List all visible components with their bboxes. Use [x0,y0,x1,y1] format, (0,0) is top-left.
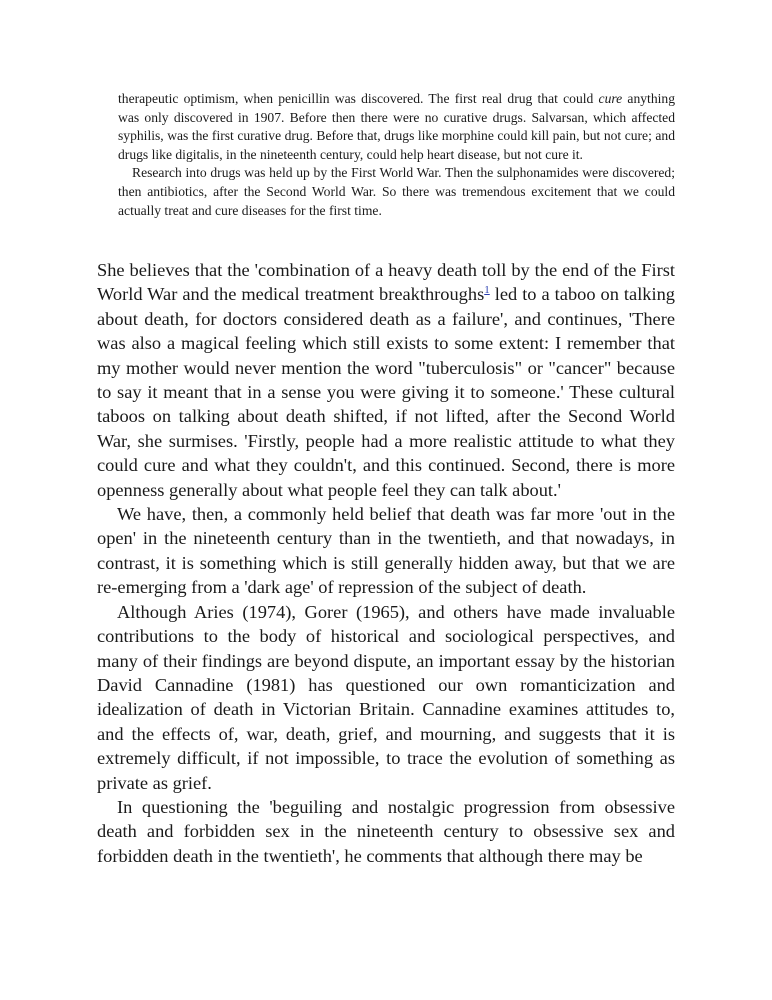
quote-emphasis-cure: cure [598,91,623,106]
body-paragraph-3: Although Aries (1974), Gorer (1965), and others have made invaluable contributions to the body of historical and sociological perspectives, and many of their findings are beyond dispute, an important essay by the historian David Cannadine (1981) has questioned our own romanticization and idealization of death in Victorian Britain. Cannadine examines attitudes to, and the effects of, war, death, grief, and mourning, and suggests that it is extremely difficult, if not impossible, to trace the evolution of something as private as grief. [97,601,675,793]
body-paragraph-2: We have, then, a commonly held belief that death was far more 'out in the open' in the nineteenth century than in the twentieth, and that nowadays, in contrast, it is something which is still generally hidden away, but that we are re-emerging from a 'dark age' of repression of the subject of death. [97,504,675,598]
body-paragraph-1 [97,258,675,502]
body-paragraph-1-text-a: She believes that the 'combination of a heavy death toll by the end of the First World War and the medical treatment breakthroughs [97,260,675,305]
quote-paragraph-1-text-a: therapeutic optimism, when penicillin was discovered. The first real drug that could [118,91,599,106]
footnote-link-1[interactable]: 1 [484,284,490,297]
quote-paragraph-1 [118,90,675,164]
body-text [97,258,675,868]
quote-paragraph-1-text-b: anything was only discovered in 1907. Before then there were no curative drugs. Salvarsan, which affected syphilis, was the first curative drug. Before that, drugs like morphine could kill pain, but not cure; and drugs like digitalis, in the nineteenth century, could help heart disease, but not cure it. [118,91,675,162]
body-paragraph-1-text-b: led to a taboo on talking about death, for doctors considered death as a failure', and continues, 'There was also a magical feeling which still exists to some extent: I remember that my mother would never mention the word "tuberculosis" or "cancer" because to say it meant that in a sense you were giving it to someone.' These cultural taboos on talking about death shifted, if not lifted, after the Second World War, she surmises. 'Firstly, people had a more realistic attitude to what they could cure and what they couldn't, and this continued. Second, there is more openness generally about what people feel they can talk about.' [97,284,675,500]
quote-paragraph-2: Research into drugs was held up by the First World War. Then the sulphonamides were discovered; then antibiotics, after the Second World War. So there was tremendous excitement that we could actually treat and cure diseases for the first time. [118,165,675,218]
body-paragraph-4: In questioning the 'beguiling and nostalgic progression from obsessive death and forbidden sex in the nineteenth century to obsessive sex and forbidden death in the twentieth', he comments that although there may be [97,796,675,866]
block-quote [118,90,675,220]
